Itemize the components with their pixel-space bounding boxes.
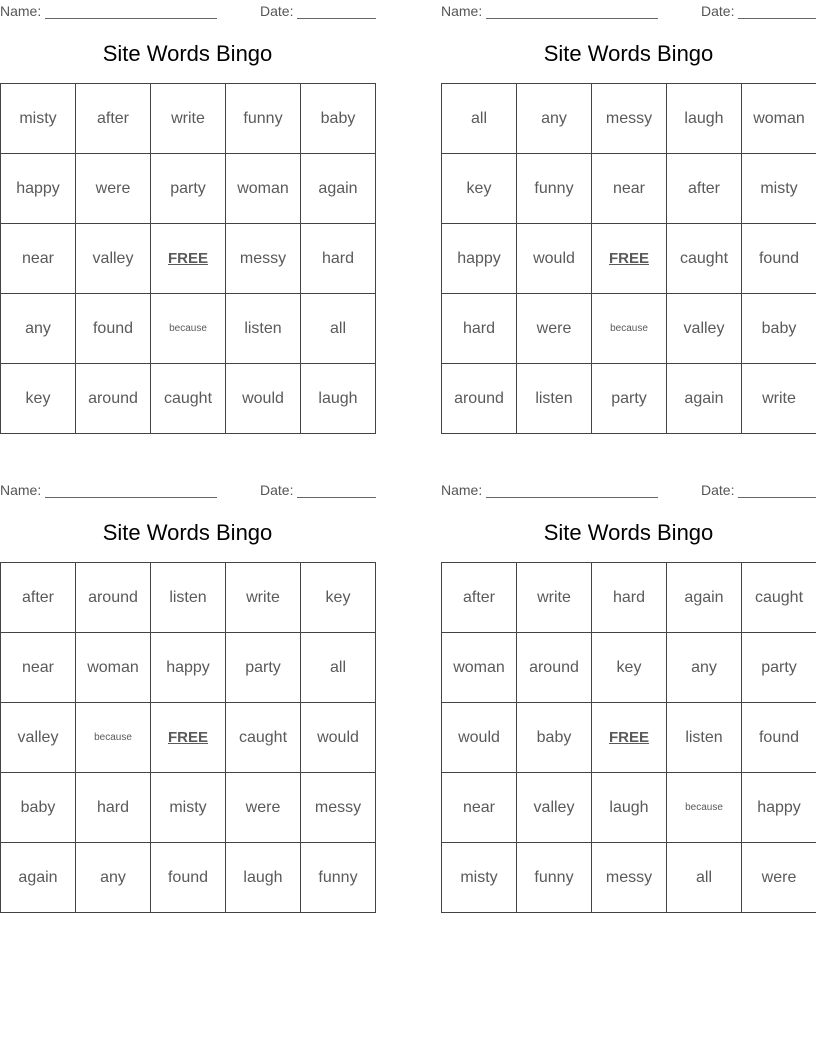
bingo-cell: woman [226, 154, 301, 224]
bingo-cell: after [76, 84, 151, 154]
bingo-cell: near [592, 154, 667, 224]
bingo-row [1, 84, 376, 154]
bingo-row [442, 294, 816, 364]
bingo-cell: found [742, 224, 816, 294]
bingo-cell: listen [226, 294, 301, 364]
bingo-cell: found [151, 843, 226, 913]
bingo-cell: happy [151, 633, 226, 703]
bingo-row [442, 843, 816, 913]
name-date-row [0, 482, 376, 498]
name-blank-line [45, 497, 217, 498]
bingo-cell: funny [517, 154, 592, 224]
date-label: Date: [701, 3, 735, 19]
bingo-cell: caught [151, 364, 226, 434]
free-space-cell: FREE [592, 703, 667, 773]
bingo-cell: would [442, 703, 517, 773]
bingo-grid [0, 83, 376, 434]
bingo-row [442, 633, 816, 703]
bingo-row [442, 703, 816, 773]
free-space-cell: FREE [151, 703, 226, 773]
free-space-cell: FREE [592, 224, 667, 294]
bingo-cell: all [301, 294, 376, 364]
name-date-row [441, 482, 816, 498]
bingo-row [1, 843, 376, 913]
bingo-cell: messy [301, 773, 376, 843]
bingo-row [1, 773, 376, 843]
bingo-cell: near [1, 224, 76, 294]
bingo-cell: hard [76, 773, 151, 843]
bingo-cell: woman [442, 633, 517, 703]
bingo-cell: near [1, 633, 76, 703]
bingo-cell: party [151, 154, 226, 224]
bingo-cell: laugh [301, 364, 376, 434]
bingo-cell: funny [226, 84, 301, 154]
bingo-cell: around [76, 563, 151, 633]
bingo-row [1, 633, 376, 703]
bingo-row [1, 703, 376, 773]
bingo-cell: messy [592, 843, 667, 913]
bingo-cell: because [151, 294, 226, 364]
name-label: Name: [441, 482, 483, 498]
bingo-cell: party [592, 364, 667, 434]
bingo-cell: were [742, 843, 816, 913]
bingo-cell: woman [76, 633, 151, 703]
bingo-row [442, 84, 816, 154]
bingo-cell: any [667, 633, 742, 703]
bingo-cell: valley [76, 224, 151, 294]
bingo-cell: found [76, 294, 151, 364]
bingo-cell: all [301, 633, 376, 703]
bingo-cell: any [1, 294, 76, 364]
bingo-cell: laugh [667, 84, 742, 154]
bingo-cell: caught [742, 563, 816, 633]
bingo-row [1, 563, 376, 633]
card-title: Site Words Bingo [102, 41, 273, 66]
date-blank-line [297, 18, 376, 19]
date-blank-line [297, 497, 376, 498]
bingo-row [442, 563, 816, 633]
date-label: Date: [701, 482, 735, 498]
bingo-cell: laugh [226, 843, 301, 913]
bingo-cell: hard [592, 563, 667, 633]
name-label: Name: [0, 3, 42, 19]
bingo-cell: key [592, 633, 667, 703]
bingo-cell: would [301, 703, 376, 773]
bingo-cell: funny [517, 843, 592, 913]
bingo-cell: key [301, 563, 376, 633]
bingo-cell: write [151, 84, 226, 154]
bingo-cell: laugh [592, 773, 667, 843]
bingo-cell: valley [667, 294, 742, 364]
bingo-row [1, 154, 376, 224]
bingo-cell: because [76, 703, 151, 773]
bingo-cell: misty [1, 84, 76, 154]
bingo-cell: again [301, 154, 376, 224]
bingo-cell: near [442, 773, 517, 843]
bingo-cell: all [667, 843, 742, 913]
name-label: Name: [0, 482, 42, 498]
bingo-row [1, 364, 376, 434]
bingo-cell: happy [742, 773, 816, 843]
name-label: Name: [441, 3, 483, 19]
date-label: Date: [260, 482, 294, 498]
bingo-cell: baby [517, 703, 592, 773]
date-blank-line [738, 18, 816, 19]
name-date-row [0, 3, 376, 19]
bingo-cell: again [667, 364, 742, 434]
bingo-cell: baby [301, 84, 376, 154]
bingo-cell: found [742, 703, 816, 773]
card-title: Site Words Bingo [102, 520, 273, 545]
bingo-cell: again [667, 563, 742, 633]
bingo-cell: baby [1, 773, 76, 843]
bingo-grid [0, 562, 376, 913]
bingo-cell: all [442, 84, 517, 154]
bingo-cell: misty [151, 773, 226, 843]
free-space-cell: FREE [151, 224, 226, 294]
bingo-cell: messy [226, 224, 301, 294]
date-blank-line [738, 497, 816, 498]
bingo-cell: after [667, 154, 742, 224]
bingo-cell: were [76, 154, 151, 224]
bingo-cell: caught [667, 224, 742, 294]
bingo-row [442, 224, 816, 294]
bingo-cell: write [742, 364, 816, 434]
bingo-cell: woman [742, 84, 816, 154]
date-label: Date: [260, 3, 294, 19]
bingo-cell: caught [226, 703, 301, 773]
bingo-cell: listen [667, 703, 742, 773]
bingo-cell: party [742, 633, 816, 703]
name-blank-line [486, 497, 658, 498]
bingo-cell: party [226, 633, 301, 703]
bingo-cell: again [1, 843, 76, 913]
bingo-cell: hard [442, 294, 517, 364]
bingo-cell: were [226, 773, 301, 843]
bingo-cell: valley [517, 773, 592, 843]
bingo-cell: happy [1, 154, 76, 224]
bingo-cell: happy [442, 224, 517, 294]
name-blank-line [486, 18, 658, 19]
bingo-cell: misty [742, 154, 816, 224]
bingo-grid [441, 83, 816, 434]
bingo-row [1, 224, 376, 294]
name-date-row [441, 3, 816, 19]
card-title: Site Words Bingo [543, 41, 714, 66]
bingo-cell: would [226, 364, 301, 434]
bingo-cell: key [442, 154, 517, 224]
bingo-cell: after [442, 563, 517, 633]
bingo-cell: listen [151, 563, 226, 633]
card-title: Site Words Bingo [543, 520, 714, 545]
bingo-cell: after [1, 563, 76, 633]
bingo-cell: would [517, 224, 592, 294]
bingo-cell: around [442, 364, 517, 434]
bingo-cell: misty [442, 843, 517, 913]
bingo-cell: messy [592, 84, 667, 154]
bingo-cell: baby [742, 294, 816, 364]
bingo-cell: hard [301, 224, 376, 294]
bingo-cell: because [592, 294, 667, 364]
bingo-cell: funny [301, 843, 376, 913]
bingo-cell: listen [517, 364, 592, 434]
bingo-cell: were [517, 294, 592, 364]
bingo-cell: around [76, 364, 151, 434]
bingo-row [1, 294, 376, 364]
bingo-cell: valley [1, 703, 76, 773]
bingo-cell: because [667, 773, 742, 843]
name-blank-line [45, 18, 217, 19]
bingo-row [442, 364, 816, 434]
bingo-cell: around [517, 633, 592, 703]
bingo-row [442, 154, 816, 224]
bingo-cell: any [76, 843, 151, 913]
bingo-cell: key [1, 364, 76, 434]
bingo-cell: write [226, 563, 301, 633]
bingo-grid [441, 562, 816, 913]
bingo-cell: any [517, 84, 592, 154]
bingo-cell: write [517, 563, 592, 633]
bingo-row [442, 773, 816, 843]
